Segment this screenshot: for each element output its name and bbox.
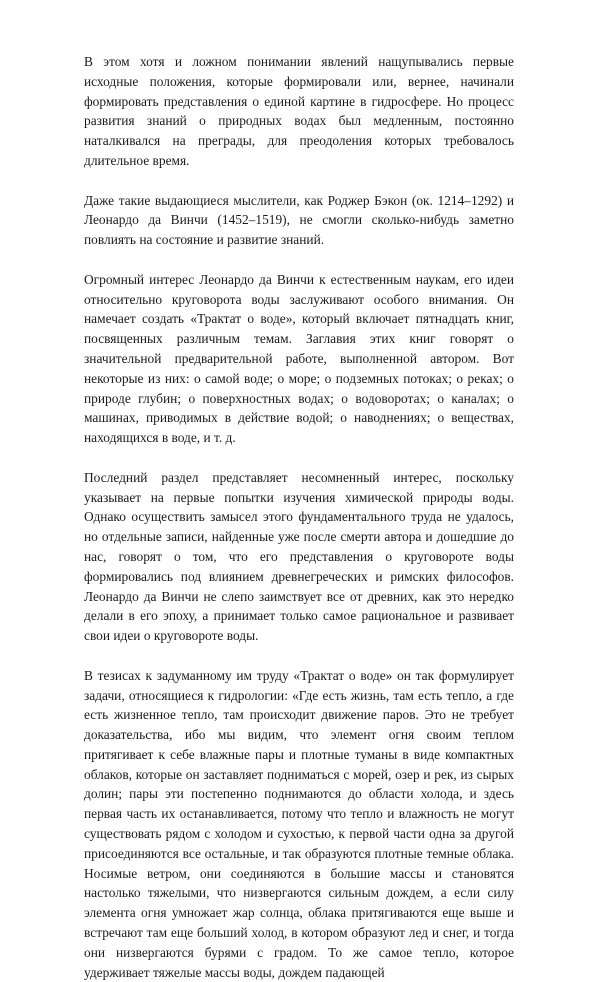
document-body xyxy=(84,52,514,982)
paragraph-1: В этом хотя и ложном понимании явлений нащупывались первые исходные положения, которые формировали или, вернее, начинали формировать представления о единой картине в гидросфере. Но процесс развития знаний о природных водах был медленным, постоянно наталкивался на преграды, для преодоления которых требовалось длительное время. xyxy=(84,54,514,168)
paragraph-2: Даже такие выдающиеся мыслители, как Роджер Бэкон (ок. 1214–1292) и Леонардо да Винчи (1452–1519), не смогли сколько-нибудь заметно повлиять на состояние и развитие знаний. xyxy=(84,192,514,248)
paragraph-4: Последний раздел представляет несомненный интерес, поскольку указывает на первые попытки изучения химической природы воды. Однако осуществить замысел этого фундаментального труда не удалось, но отдельные записи, найденные уже после смерти автора и дошедшие до нас, говорят о том, что его представления о круговороте воды формировались под влиянием древнегреческих и римских философов. Леонардо да Винчи не слепо заимствует все от древних, как это нередко делали в его эпоху, а принимает только самое рациональное и развивает свои идеи о круговороте воды. xyxy=(84,469,514,644)
paragraph-5: В тезисах к задуманному им труду «Трактат о воде» он так формулирует задачи, относящиеся к гидрологии: «Где есть жизнь, там есть тепло, а где есть жизненное тепло, там происходит движение паров. Это не требует доказательства, ибо мы видим, что элемент огня своим теплом притягивает к себе влажные пары и плотные туманы в виде компактных облаков, которые он заставляет подниматься с морей, озер и рек, из сырых долин; пары эти постепенно поднимаются до области холода, и здесь первая часть их останавливается, потому что тепло и влажность не могут существовать рядом с холодом и сухостью, к первой части одна за другой присоединяются все остальные, и так образуются плотные темные облака. Носимые ветром, они соединяются в большие массы и становятся настолько тяжелыми, что низвергаются сильным дождем, а если силу элемента огня умножает жар солнца, облака притягиваются еще выше и встречают там еще больший холод, в котором образуют лед и снег, и тогда они низвергаются бурями с градом. То же самое тепло, которое удерживает тяжелые массы воды, дождем падающей xyxy=(84,667,514,980)
paragraph-3: Огромный интерес Леонардо да Винчи к естественным наукам, его идеи относительно круговорота воды заслуживают особого внимания. Он намечает создать «Трактат о воде», который включает пятнадцать книг, посвященных различным темам. Заглавия этих книг говорят о значительной предварительной работе, выполненной автором. Вот некоторые из них: о самой воде; о море; о подземных потоках; о реках; о природе глубин; о поверхностных водах; о водоворотах; о каналах; о машинах, приводимых в действие водой; о наводнениях; о веществах, находящихся в воде, и т. д. xyxy=(84,271,514,446)
